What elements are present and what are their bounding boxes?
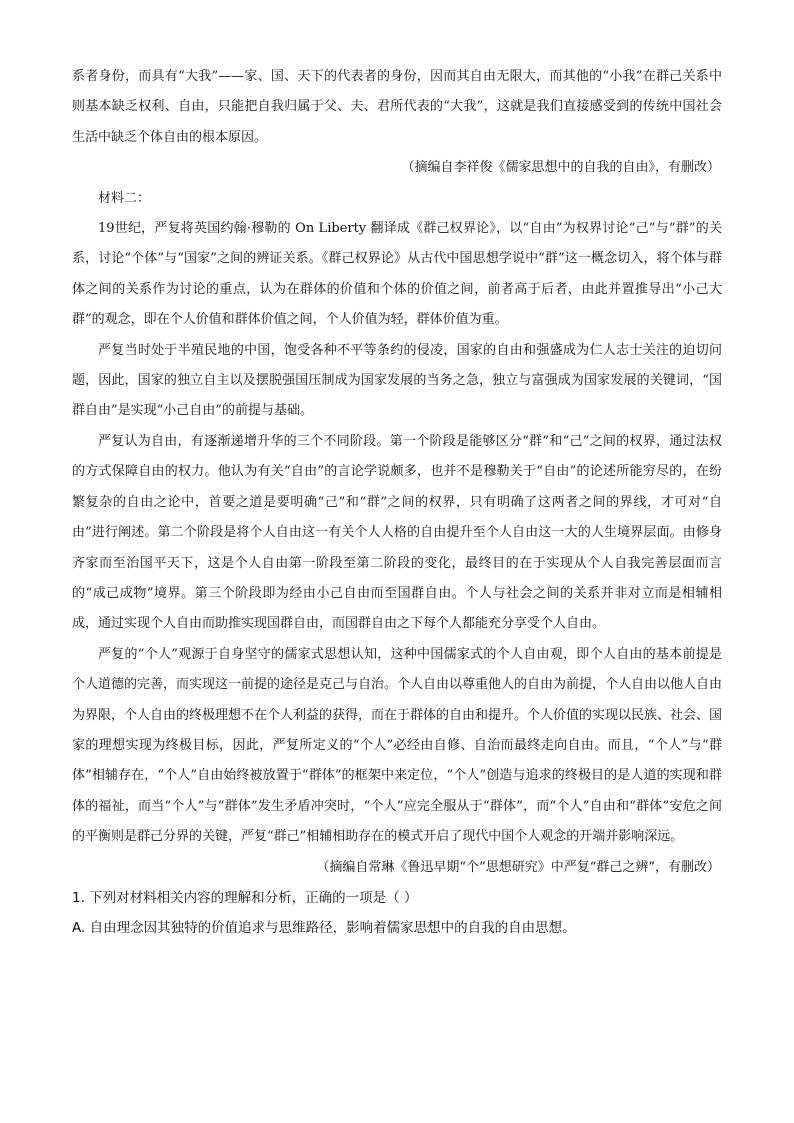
material-2-paragraph-2: 严复当时处于半殖民地的中国，饱受各种不平等条约的侵凌，国家的自由和强盛成为仁人志士关注的迫切问题，因此，国家的独立自主以及摆脱强国压制成为国家发展的当务之急，独立与富强成为国家发展的关键词，“国群自由”是实现“小己自由”的前提与基础。 xyxy=(72,342,722,419)
question-1-stem: 1. 下列对材料相关内容的理解和分析，正确的一项是（ ） xyxy=(72,889,418,906)
source-citation-1: （摘编自李祥俊《儒家思想中的自我的自由》，有删改） xyxy=(401,160,720,176)
question-1-option-a[interactable]: A. 自由理念因其独特的价值追求与思维路径，影响着儒家思想中的自我的自由思想。 xyxy=(72,920,576,937)
source-citation-2: （摘编自常琳《鲁迅早期“个”思想研究》中严复“群己之辨”，有删改） xyxy=(316,859,720,875)
document-page xyxy=(72,62,722,944)
material-2-paragraph-3: 严复认为自由，有逐渐递增升华的三个不同阶段。第一个阶段是能够区分“群”和“己”之间的权界，通过法权的方式保障自由的权力。他认为有关“自由”的言论学说颇多，也并不是穆勒关于“自由”的论述所能穷尽的，在纷繁复杂的自由之论中，首要之道是要明确“己”和“群”之间的权界，只有明确了这两者之间的界线，才可对“自由”进行阐述。第二个阶段是将个人自由这一有关个人人格的自由提升至个人自由这一大的人生境界层面。由修身齐家而至治国平天下，这是个人自由第一阶段至第二阶段的变化，最终目的在于实现从个人自我完善层面而言的“成己成物”境界。第三个阶段即为经由小己自由而至国群自由。个人与社会之间的关系并非对立而是相辅相成，通过实现个人自由而助推实现国群自由，而国群自由之下每个人都能充分享受个人自由。 xyxy=(72,433,722,632)
material-2-paragraph-1: 19世纪，严复将英国约翰·穆勒的 On Liberty 翻译成《群己权界论》，以“自由”为权界讨论“己”与“群”的关系，讨论“个体”与“国家”之间的辨证关系。《群己权界论》从古代中国思想学说中“群”这一概念切入，将个体与群体之间的关系作为讨论的重点，认为在群体的价值和个体的价值之间，前者高于后者，由此并置推导出“小己大群”的观念，即在个人价值和群体价值之间，个人价值为轻，群体价值为重。 xyxy=(72,221,722,328)
passage-intro-paragraph: 系者身份，而具有“大我”——家、国、天下的代表者的身份，因而其自由无限大，而其他的“小我”在群己关系中则基本缺乏权利、自由，只能把自我归属于父、夫、君所代表的“大我”，这就是我们直接感受到的传统中国社会生活中缺乏个体自由的根本原因。 xyxy=(72,69,722,145)
material-2-label: 材料二： xyxy=(98,190,151,206)
material-2-paragraph-4: 严复的“个人”观源于自身坚守的儒家式思想认知，这种中国儒家式的个人自由观，即个人自由的基本前提是个人道德的完善，而实现这一前提的途径是克己与自治。个人自由以尊重他人的自由为前提，个人自由以他人自由为界限，个人自由的终极理想不在个人利益的获得，而在于群体的自由和提升。个人价值的实现以民族、社会、国家的理想实现为终极目标，因此，严复所定义的“个人”必经由自修、自治而最终走向自由。而且，“个人”与“群体”相辅存在，“个人”自由始终被放置于“群体”的框架中来定位，“个人”创造与追求的终极目的是人道的实现和群体的福祉，而当“个人”与“群体”发生矛盾冲突时，“个人”应完全服从于“群体”，而“个人”自由和“群体”安危之间的平衡则是群己分界的关键，严复“群己”相辅相助存在的模式开启了现代中国个人观念的开端并影响深远。 xyxy=(72,646,723,845)
